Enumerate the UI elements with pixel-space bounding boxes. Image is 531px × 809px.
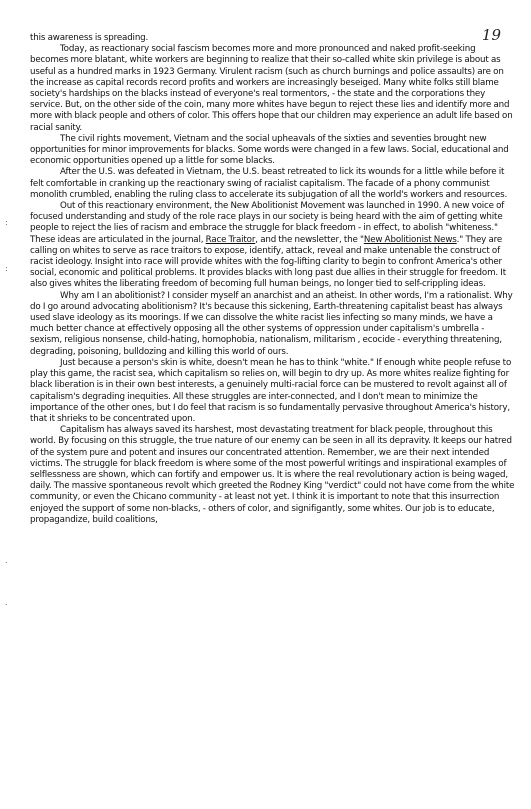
paragraph: After the U.S. was defeated in Vietnam, the U.S. beast retreated to lick its wounds for a little while before it felt comfortable in cranking up the reactionary swing of racialist capitalism. The facade of a phony communist monolith crumbled, enabling the ruling class to accelerate its subjugation of all the world's workers and resources. (30, 167, 508, 200)
newsletter-title: New Abolitionist News (363, 234, 457, 245)
paragraph (30, 201, 515, 291)
margin-mark: : (5, 264, 8, 273)
journal-title: Race Traitor (205, 234, 256, 245)
page-number: 19 (481, 26, 501, 44)
body-text (30, 33, 515, 526)
paragraph: Just because a person's skin is white, doesn't mean he has to think "white." If enough white people refuse to play this game, the racist sea, which capitalism so relies on, will begin to dry up. As more whites realize fighting for black liberation is in their own best interests, a genuinely multi-racial force can be mustered to revolt against all of capitalism's degrading inequities. All these struggles are inter-connected, and I don't mean to minimize the importance of the other ones, but I do feel that racism is so fundamentally pervasive throughout America's history, that it shrieks to be concentrated upon. (30, 357, 512, 424)
paragraph-text: , and the newsletter, the " (255, 234, 364, 245)
margin-mark: . (5, 556, 8, 565)
paragraph-text: Out of this reactionary environment, the New Abolitionist Movement was launched in 1990. A new voice of focused understanding and study of the role race plays in our society is being heard with the aim of getting white people to reject the lies of racism and embrace the struggle for black freedom - in effect, to abolish "whiteness." These ideas are articulated in the journal, (30, 201, 505, 245)
paragraph-text: ." They are calling on whites to serve as race traitors to expose, identify, attack, reveal and make untenable the construct of racist ideology. Insight into race will provide whites with the fog-lifting clarity to begin to confront America's other social, economic and political problems. It provides blacks with long past due allies in their struggle for freedom. It also gives whites the liberating freedom of becoming full human beings, no longer tied to self-crippling ideas. (30, 234, 506, 290)
margin-mark: : (5, 218, 8, 227)
paragraph: Capitalism has always saved its harshest, most devastating treatment for black people, throughout this world. By focusing on this struggle, the true nature of our enemy can be seen in all its depravity. It keeps our hatred of the system pure and potent and insures our concentrated attention. Remember, we are their next intended victims. The struggle for black freedom is where some of the most powerful writings and inspirational examples of selflessness are shown, which can fortify and empower us. It is where the real revolutionary action is being waged, daily. The massive spontaneous revolt which greeted the Rodney King "verdict" could not have come from the white community, or even the Chicano community - at least not yet. I think it is important to note that this insurrection enjoyed the support of some non-blacks, - others of color, and signifigantly, some whites. Our job is to educate, propagandize, build coalitions, (30, 425, 515, 525)
margin-mark: . (5, 598, 8, 607)
paragraph: The civil rights movement, Vietnam and the social upheavals of the sixties and seventies brought new opportunities for minor improvements for blacks. Some words were changed in a few laws. Social, educational and economic opportunities opened up a little for some blacks. (30, 133, 509, 167)
paragraph: this awareness is spreading. (30, 33, 149, 43)
paragraph: Why am I an abolitionist? I consider myself an anarchist and an atheist. In other words, I'm a rationalist. Why do I go around advocating abolitionism? It's because this sickening, Earth-threatening capitalist beast has always used slave ideology as its moorings. If we can dissolve the white racist lies infecting so many minds, we have a much better chance at effectively opposing all the other systems of oppression under capitalism's umbrella - sexism, religious nonsense, child-hating, homophobia, nationalism, militarism , ecocide - everything threatening, degrading, poisoning, bulldozing and killing this world of ours. (30, 290, 513, 357)
paragraph: Today, as reactionary social fascism becomes more and more pronounced and naked profit-seeking becomes more blatant, white workers are beginning to realize that their so-called white skin privilege is about as useful as a hundred marks in 1923 Germany. Virulent racism (such as church burnings and police assaults) are on the increase as capital records record profits and workers are increasingly beseiged. Many white folks still blame society's hardships on the blacks instead of everyone's real tormentors, - the state and the corporations they service. But, on the other side of the coin, many more whites have begun to reject these lies and identify more and more with black people and others of color. This offers hope that our children may experience an adult life based on racial sanity. (30, 44, 513, 133)
